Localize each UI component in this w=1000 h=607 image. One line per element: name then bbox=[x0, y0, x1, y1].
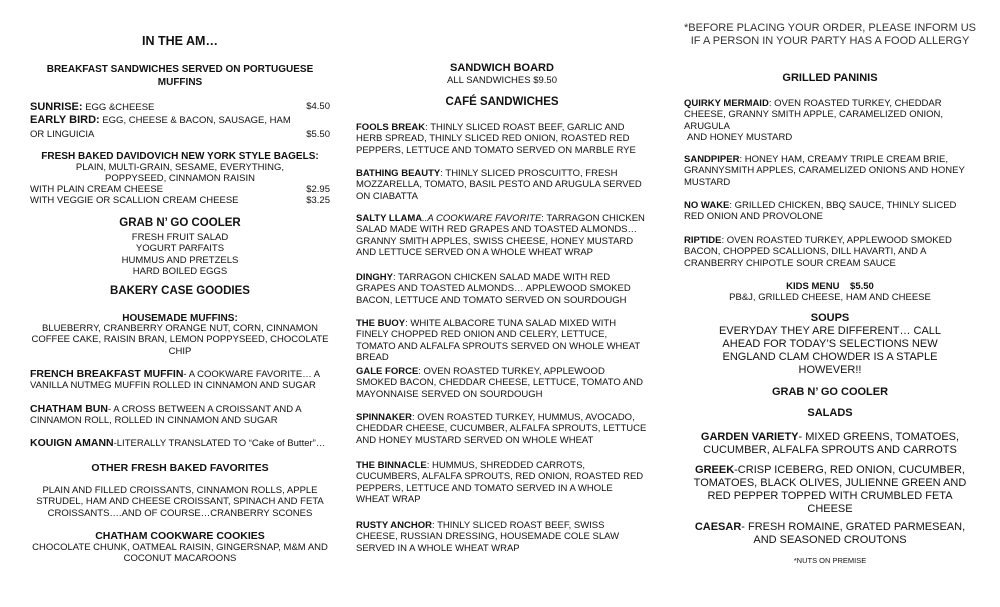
item-name: KOUIGN AMANN bbox=[30, 437, 114, 449]
item-desc: - A COOKWARE FAVORITE… A VANILLA NUTMEG MUFFIN ROLLED IN CINNAMON AND SUGAR bbox=[30, 369, 320, 392]
item-name: SPINNAKER bbox=[356, 412, 412, 423]
item-desc: - A CROSS BETWEEN A CROISSANT AND A CINNAMON ROLL, ROLLED IN CINNAMON AND SUGAR bbox=[30, 404, 302, 427]
menu-item-gale-force bbox=[356, 366, 648, 400]
cookies-desc: CHOCOLATE CHUNK, OATMEAL RAISIN, GINGERSNAP, M&M AND COCONUT MACAROONS bbox=[32, 542, 328, 565]
cooler-item: HARD BOILED EGGS bbox=[132, 266, 228, 278]
item-name: CHATHAM BUN bbox=[30, 403, 108, 415]
item-name: THE BUOY bbox=[356, 318, 406, 329]
item-desc: : GRILLED CHICKEN, BBQ SAUCE, THINLY SLICED RED ONION AND PROVOLONE bbox=[684, 200, 957, 223]
item-name: SALTY LLAMA bbox=[356, 213, 423, 224]
soups-header: SOUPS bbox=[810, 312, 850, 324]
kids-menu-price: $5.50 bbox=[850, 281, 874, 292]
nuts-note: *NUTS ON PREMISE bbox=[793, 556, 867, 565]
menu-item-french-muffin bbox=[30, 369, 330, 392]
menu-item-fools-break bbox=[356, 122, 648, 156]
item-desc: : THINLY SLICED ROAST BEEF, SWISS CHEESE, RUSSIAN DRESSING, HOUSEMADE COLE SLAW SERVED IN A WHOLE WHEAT WRAP bbox=[356, 520, 620, 554]
item-price: $2.95 bbox=[306, 184, 330, 195]
item-desc: -LITERALLY TRANSLATED TO “Cake of Butter”… bbox=[113, 438, 326, 449]
soups-desc: EVERYDAY THEY ARE DIFFERENT… CALL AHEAD FOR TODAY’S SELECTIONS NEW ENGLAND CLAM CHOWDER IS A STAPLE HOWEVER!! bbox=[718, 325, 942, 376]
menu-item-the-binnacle bbox=[356, 460, 648, 506]
bagel-option-label: WITH PLAIN CREAM CHEESE bbox=[30, 184, 164, 195]
item-desc: - MIXED GREENS, TOMATOES, CUCUMBER, ALFALFA SPROUTS AND CARROTS bbox=[703, 431, 960, 456]
item-name: CAESAR bbox=[694, 521, 742, 533]
item-name: GREEK bbox=[695, 464, 735, 476]
item-desc: : OVEN ROASTED TURKEY, APPLEWOOD SMOKED BACON, CHOPPED SCALLIONS, DILL HAVARTI, AND A CRANBERRY CHIPOTLE SOUR CREAM SAUCE bbox=[684, 235, 952, 269]
item-name: QUIRKY MERMAID bbox=[684, 98, 769, 109]
item-desc: : OVEN ROASTED TURKEY, APPLEWOOD SMOKED BACON, CHEDDAR CHEESE, LETTUCE, TOMATO AND MAYONNAISE SERVED ON SOURDOUGH bbox=[356, 366, 643, 400]
bagels-desc: PLAIN, MULTI-GRAIN, SESAME, EVERYTHING, POPPYSEED, CINNAMON RAISIN bbox=[75, 162, 285, 185]
item-price: $4.50 bbox=[306, 101, 330, 112]
item-desc: -CRISP ICEBERG, RED ONION, CUCUMBER, TOMATOES, BLACK OLIVES, JULIENNE GREEN AND RED PEPPER TOPPED WITH CRUMBLED FETA CHEESE bbox=[693, 464, 967, 515]
item-desc: : OVEN ROASTED TURKEY, CHEDDAR CHEESE, GRANNY SMITH APPLE, CARAMELIZED ONION, ARUGULA bbox=[684, 98, 944, 132]
item-name: NO WAKE bbox=[684, 200, 730, 211]
other-favorites-desc: PLAIN AND FILLED CROISSANTS, CINNAMON ROLLS, APPLE STRUDEL, HAM AND CHEESE CROISSANT, SPINACH AND FETA CROISSANTS….AND OF COURSE…CRANBERRY SCONES bbox=[36, 485, 324, 519]
item-desc: - FRESH ROMAINE, GRATED PARMESEAN, AND SEASONED CROUTONS bbox=[741, 521, 966, 546]
menu-item-quirky-mermaid bbox=[684, 98, 976, 144]
item-desc: : THINLY SLICED PROSCUITTO, FRESH MOZZARELLA, TOMATO, BASIL PESTO AND ARUGULA SERVED ON CIABATTA bbox=[356, 168, 642, 202]
menu-item-rusty-anchor bbox=[356, 520, 648, 554]
bagel-price-plain bbox=[30, 184, 330, 195]
bagel-option-label: WITH VEGGIE OR SCALLION CREAM CHEESE bbox=[30, 195, 239, 206]
breakfast-sandwiches-header: BREAKFAST SANDWICHES SERVED ON PORTUGUESE MUFFINS bbox=[46, 64, 314, 88]
item-name: GARDEN VARIETY bbox=[700, 431, 799, 443]
item-name: GALE FORCE bbox=[356, 366, 419, 377]
menu-item-spinnaker bbox=[356, 412, 648, 446]
sandwich-board-price: ALL SANDWICHES $9.50 bbox=[447, 75, 557, 86]
menu-item-riptide bbox=[684, 235, 976, 269]
menu-item-chatham-bun bbox=[30, 404, 330, 427]
muffins-desc: BLUEBERRY, CRANBERRY ORANGE NUT, CORN, CINNAMON COFFEE CAKE, RAISIN BRAN, LEMON POPPYSEED, CHOCOLATE CHIP bbox=[31, 323, 329, 357]
item-name: SANDPIPER bbox=[684, 154, 740, 165]
item-desc-cont: AND HONEY MUSTARD bbox=[687, 132, 793, 144]
item-desc: : WHITE ALBACORE TUNA SALAD MIXED WITH FINELY CHOPPED RED ONION AND CELERY, LETTUCE, TOMATO AND ALFALFA SPROUTS SERVED ON WHOLE WHEAT BREAD bbox=[356, 318, 641, 364]
salad-garden-variety bbox=[684, 431, 976, 457]
item-name: SUNRISE: bbox=[30, 101, 83, 113]
sandwich-board-header: SANDWICH BOARD bbox=[450, 62, 554, 74]
item-price: $5.50 bbox=[306, 128, 330, 140]
cooler-item: FRESH FRUIT SALAD bbox=[131, 232, 229, 243]
paninis-header: GRILLED PANINIS bbox=[782, 72, 878, 84]
menu-item-kouign-amann bbox=[30, 438, 330, 449]
item-name: FOOLS BREAK bbox=[356, 122, 426, 133]
cookies-header: CHATHAM COOKWARE COOKIES bbox=[95, 530, 265, 542]
muffins-header: HOUSEMADE MUFFINS: bbox=[122, 313, 238, 324]
kids-menu-header bbox=[684, 281, 976, 292]
allergy-note: *BEFORE PLACING YOUR ORDER, PLEASE INFORM US IF A PERSON IN YOUR PARTY HAS A FOOD ALLERGY bbox=[684, 22, 976, 47]
salad-greek bbox=[684, 464, 976, 516]
cooler-list bbox=[30, 232, 330, 278]
item-desc: EGG, CHEESE & BACON, SAUSAGE, HAM bbox=[102, 115, 291, 126]
menu-item-sandpiper bbox=[684, 154, 976, 188]
menu-item-bathing-beauty bbox=[356, 168, 648, 202]
favorite-tag: ..A COOKWARE FAVORITE bbox=[422, 213, 542, 224]
item-name: RUSTY ANCHOR bbox=[356, 520, 433, 531]
menu-item-salty-llama bbox=[356, 213, 648, 259]
item-name: EARLY BIRD: bbox=[30, 114, 100, 126]
cooler-header: GRAB N’ GO COOLER bbox=[119, 217, 241, 229]
kids-menu-desc: PB&J, GRILLED CHEESE, HAM AND CHEESE bbox=[729, 292, 931, 303]
menu-item-the-buoy bbox=[356, 318, 648, 364]
item-name: BATHING BEAUTY bbox=[356, 168, 441, 179]
item-desc: : OVEN ROASTED TURKEY, HUMMUS, AVOCADO, CHEDDAR CHEESE, CUCUMBER, ALFALFA SPROUTS, LETTUCE AND HONEY MUSTARD SERVED ON WHOLE WHEAT bbox=[356, 412, 647, 446]
bakery-header: BAKERY CASE GOODIES bbox=[110, 285, 250, 297]
salads-header: SALADS bbox=[807, 407, 853, 419]
grab-n-go-header: GRAB N’ GO COOLER bbox=[771, 386, 889, 398]
item-name: DINGHY bbox=[356, 272, 393, 283]
menu-item-no-wake bbox=[684, 200, 976, 223]
menu-item-early-bird bbox=[30, 114, 330, 140]
cooler-item: YOGURT PARFAITS bbox=[135, 243, 225, 255]
item-desc: : HONEY HAM, CREAMY TRIPLE CREAM BRIE, GRANNYSMITH APPLES, CARAMELIZED ONIONS AND HONEY MUSTARD bbox=[684, 154, 965, 188]
cooler-item: HUMMUS AND PRETZELS bbox=[121, 254, 239, 266]
cafe-sandwiches-header: CAFÉ SANDWICHES bbox=[445, 96, 559, 108]
item-price: $3.25 bbox=[306, 195, 330, 206]
item-desc: : TARRAGON CHICKEN SALAD MADE WITH RED GRAPES AND TOASTED ALMONDS… APPLEWOOD SMOKED BACON, LETTUCE AND TOMATO SERVED ON SOURDOUGH bbox=[356, 272, 631, 306]
other-favorites-header: OTHER FRESH BAKED FAVORITES bbox=[91, 462, 269, 474]
bagels-header: FRESH BAKED DAVIDOVICH NEW YORK STYLE BAGELS: bbox=[41, 151, 319, 162]
item-desc-cont: OR LINGUICIA bbox=[30, 128, 95, 140]
item-desc: : HUMMUS, SHREDDED CARROTS, CUCUMBERS, ALFALFA SPROUTS, RED ONION, ROASTED RED PEPPERS, LETTUCE AND TOMATO SERVED IN A WHOLE WHEAT WRAP bbox=[356, 460, 644, 506]
salad-caesar bbox=[684, 521, 976, 547]
item-name: RIPTIDE bbox=[684, 235, 722, 246]
item-desc: : THINLY SLICED ROAST BEEF, GARLIC AND HERB SPREAD, THINLY SLICED RED ONION, ROASTED RED PEPPERS, LETTUCE AND TOMATO SERVED ON MARBLE RYE bbox=[356, 122, 636, 156]
bagel-price-veggie bbox=[30, 195, 330, 206]
item-desc: EGG &CHEESE bbox=[85, 102, 155, 113]
item-name: FRENCH BREAKFAST MUFFIN bbox=[30, 368, 184, 380]
item-name: THE BINNACLE bbox=[356, 460, 427, 471]
menu-item-dinghy bbox=[356, 272, 648, 306]
section-title-am: IN THE AM… bbox=[142, 34, 218, 48]
kids-menu-title: KIDS MENU bbox=[786, 281, 840, 292]
item-desc: : TARRAGON CHICKEN SALAD MADE WITH RED GRAPES AND TOASTED ALMONDS… GRANNY SMITH APPLES, SWISS CHEESE, HONEY MUSTARD AND LETTUCE SERVED ON A WHOLE WHEAT WRAP bbox=[356, 213, 645, 259]
menu-item-sunrise bbox=[30, 101, 330, 115]
